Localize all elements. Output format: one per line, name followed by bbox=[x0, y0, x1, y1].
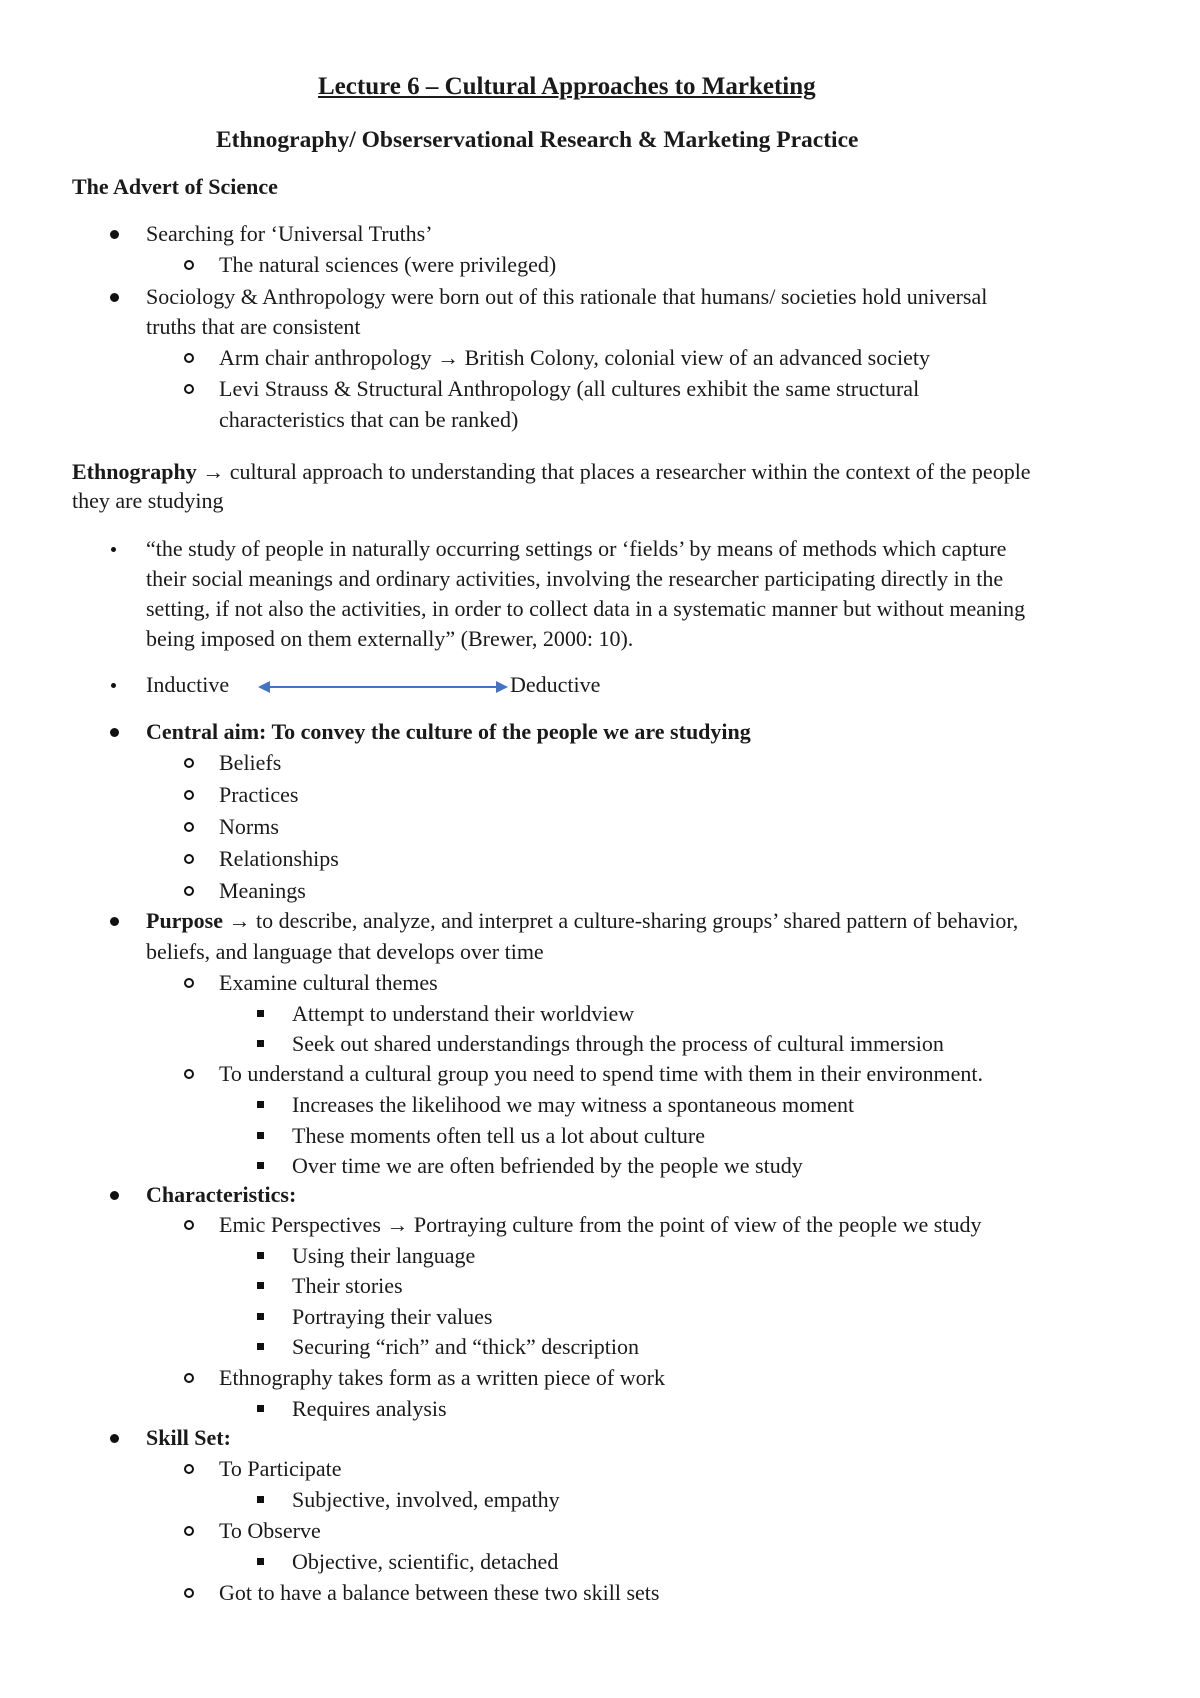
bullet-circle bbox=[184, 758, 194, 768]
quote-line: their social meanings and ordinary activities, involving the researcher participating directly in the bbox=[146, 566, 1004, 591]
quote-line: setting, if not also the activities, in order to collect data in a systematic manner but without meaning bbox=[146, 596, 1026, 621]
list-item: To Observe bbox=[219, 1518, 321, 1543]
central-aim-heading: Central aim: To convey the culture of the people we are studying bbox=[146, 719, 751, 744]
page-subtitle: Ethnography/ Obserservational Research & Marketing Practice bbox=[216, 127, 859, 153]
list-item: Meanings bbox=[219, 878, 306, 903]
bullet-square bbox=[257, 1101, 264, 1108]
bullet-disc bbox=[110, 293, 119, 302]
list-item: Got to have a balance between these two skill sets bbox=[219, 1580, 660, 1605]
bullet-square bbox=[257, 1162, 264, 1169]
bullet-disc bbox=[110, 917, 119, 926]
bullet-circle bbox=[184, 886, 194, 896]
quote-line: being imposed on them externally” (Brewer, 2000: 10). bbox=[146, 626, 634, 651]
bullet-circle bbox=[184, 790, 194, 800]
bullet-circle bbox=[184, 353, 194, 363]
bullet-square bbox=[257, 1132, 264, 1139]
ethnography-definition bbox=[72, 457, 1031, 487]
list-item: To understand a cultural group you need to spend time with them in their environment. bbox=[219, 1061, 984, 1086]
deductive-label: Deductive bbox=[510, 672, 601, 697]
list-item: Attempt to understand their worldview bbox=[292, 1001, 635, 1026]
ethnography-term: Ethnography → bbox=[72, 459, 225, 484]
bullet-dot bbox=[111, 547, 116, 552]
bullet-square bbox=[257, 1496, 264, 1503]
list-item: Relationships bbox=[219, 846, 339, 871]
bullet-circle bbox=[184, 1588, 194, 1598]
list-item: Emic Perspectives → Portraying culture from the point of view of the people we study bbox=[219, 1212, 982, 1237]
bullet-square bbox=[257, 1010, 264, 1017]
list-item: Sociology & Anthropology were born out of this rationale that humans/ societies hold universal bbox=[146, 284, 988, 309]
quote-line: “the study of people in naturally occurring settings or ‘fields’ by means of methods which capture bbox=[146, 536, 1007, 561]
bullet-disc bbox=[110, 230, 119, 239]
list-item-continuation: beliefs, and language that develops over time bbox=[146, 939, 544, 964]
bullet-disc bbox=[110, 1434, 119, 1443]
list-item: The natural sciences (were privileged) bbox=[219, 252, 557, 277]
list-item: Increases the likelihood we may witness a spontaneous moment bbox=[292, 1092, 855, 1117]
skill-set-heading: Skill Set: bbox=[146, 1425, 231, 1450]
bullet-circle bbox=[184, 384, 194, 394]
page-title: Lecture 6 – Cultural Approaches to Marketing bbox=[318, 73, 816, 100]
list-item-continuation: truths that are consistent bbox=[146, 314, 361, 339]
list-item: Objective, scientific, detached bbox=[292, 1549, 559, 1574]
bullet-circle bbox=[184, 822, 194, 832]
bullet-circle bbox=[184, 1373, 194, 1383]
bullet-disc bbox=[110, 728, 119, 737]
list-item: Requires analysis bbox=[292, 1396, 447, 1421]
list-item: Portraying their values bbox=[292, 1304, 493, 1329]
list-item: These moments often tell us a lot about culture bbox=[292, 1123, 706, 1148]
inductive-label: Inductive bbox=[146, 672, 230, 697]
bullet-square bbox=[257, 1282, 264, 1289]
purpose-text: to describe, analyze, and interpret a culture-sharing groups’ shared pattern of behavior, bbox=[250, 908, 1019, 933]
section-heading-advert: The Advert of Science bbox=[72, 174, 278, 199]
bullet-square bbox=[257, 1405, 264, 1412]
list-item: Beliefs bbox=[219, 750, 282, 775]
bullet-square bbox=[257, 1252, 264, 1259]
list-item: Seek out shared understandings through the process of cultural immersion bbox=[292, 1031, 944, 1056]
bullet-circle bbox=[184, 1069, 194, 1079]
ethnography-definition-text: cultural approach to understanding that places a researcher within the context of the people bbox=[224, 459, 1031, 484]
list-item: Using their language bbox=[292, 1243, 476, 1268]
purpose-term: Purpose → bbox=[146, 908, 251, 933]
bullet-square bbox=[257, 1040, 264, 1047]
bullet-square bbox=[257, 1313, 264, 1320]
bullet-circle bbox=[184, 1526, 194, 1536]
list-item: Searching for ‘Universal Truths’ bbox=[146, 221, 433, 246]
bullet-square bbox=[257, 1558, 264, 1565]
bullet-circle bbox=[184, 854, 194, 864]
list-item: Levi Strauss & Structural Anthropology (all cultures exhibit the same structural bbox=[219, 376, 920, 401]
bullet-disc bbox=[110, 1191, 119, 1200]
bullet-circle bbox=[184, 260, 194, 270]
bullet-square bbox=[257, 1343, 264, 1350]
list-item: Their stories bbox=[292, 1273, 403, 1298]
bullet-circle bbox=[184, 1464, 194, 1474]
double-arrow-icon bbox=[258, 677, 508, 697]
bullet-dot bbox=[111, 683, 116, 688]
list-item: Securing “rich” and “thick” description bbox=[292, 1334, 639, 1359]
list-item: Subjective, involved, empathy bbox=[292, 1487, 560, 1512]
list-item: Over time we are often befriended by the people we study bbox=[292, 1153, 803, 1178]
bullet-circle bbox=[184, 978, 194, 988]
list-item: Ethnography takes form as a written piece of work bbox=[219, 1365, 665, 1390]
list-item: Practices bbox=[219, 782, 299, 807]
list-item-continuation: characteristics that can be ranked) bbox=[219, 407, 519, 432]
list-item: Examine cultural themes bbox=[219, 970, 438, 995]
list-item: Norms bbox=[219, 814, 279, 839]
bullet-circle bbox=[184, 1220, 194, 1230]
list-item: Arm chair anthropology → British Colony, colonial view of an advanced society bbox=[219, 345, 930, 370]
characteristics-heading: Characteristics: bbox=[146, 1182, 297, 1207]
purpose-line bbox=[146, 906, 1018, 936]
list-item: To Participate bbox=[219, 1456, 342, 1481]
ethnography-definition-continuation: they are studying bbox=[72, 488, 224, 513]
